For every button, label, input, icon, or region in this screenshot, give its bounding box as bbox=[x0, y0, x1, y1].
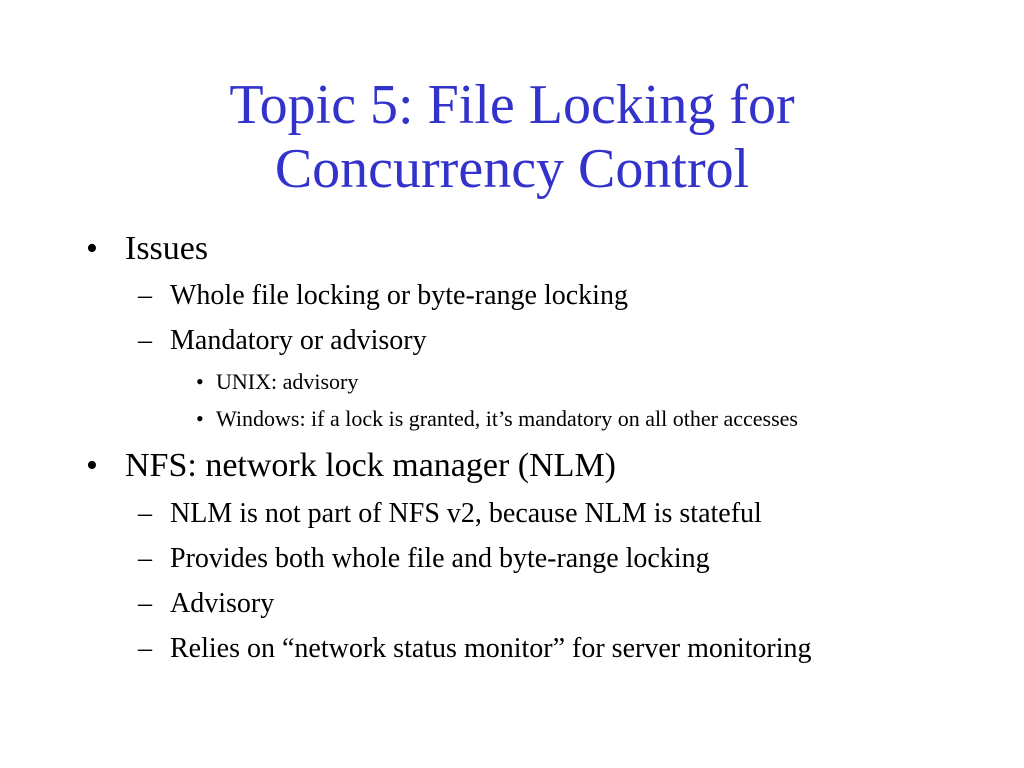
bullet-marker: • bbox=[86, 230, 98, 267]
sub-bullet-text: Mandatory or advisory bbox=[170, 325, 427, 356]
dash-marker: – bbox=[138, 498, 152, 529]
bullet-text: Issues bbox=[125, 230, 209, 267]
sub-bullet-text: Provides both whole file and byte-range locking bbox=[170, 543, 710, 574]
slide-title-line-1: Topic 5: File Locking for bbox=[229, 74, 795, 136]
sub-sub-bullet-text: Windows: if a lock is granted, it’s mandatory on all other accesses bbox=[216, 406, 798, 431]
slide-title bbox=[0, 73, 1024, 201]
dash-marker: – bbox=[138, 325, 152, 356]
bullet-marker: • bbox=[86, 447, 98, 484]
sub-bullet-text: NLM is not part of NFS v2, because NLM is stateful bbox=[170, 498, 762, 529]
sub-sub-bullet-text: UNIX: advisory bbox=[216, 369, 359, 394]
bullet-text: NFS: network lock manager (NLM) bbox=[125, 447, 617, 484]
sub-bullet-text: Advisory bbox=[170, 588, 275, 619]
bullet-marker: • bbox=[196, 406, 204, 431]
dash-marker: – bbox=[138, 543, 152, 574]
dash-marker: – bbox=[138, 588, 152, 619]
dash-marker: – bbox=[138, 633, 152, 664]
slide-title-line-2: Concurrency Control bbox=[274, 138, 750, 200]
bullet-marker: • bbox=[196, 369, 204, 394]
sub-bullet-text: Whole file locking or byte-range locking bbox=[170, 280, 628, 311]
sub-bullet-text: Relies on “network status monitor” for server monitoring bbox=[170, 633, 812, 664]
dash-marker: – bbox=[138, 280, 152, 311]
